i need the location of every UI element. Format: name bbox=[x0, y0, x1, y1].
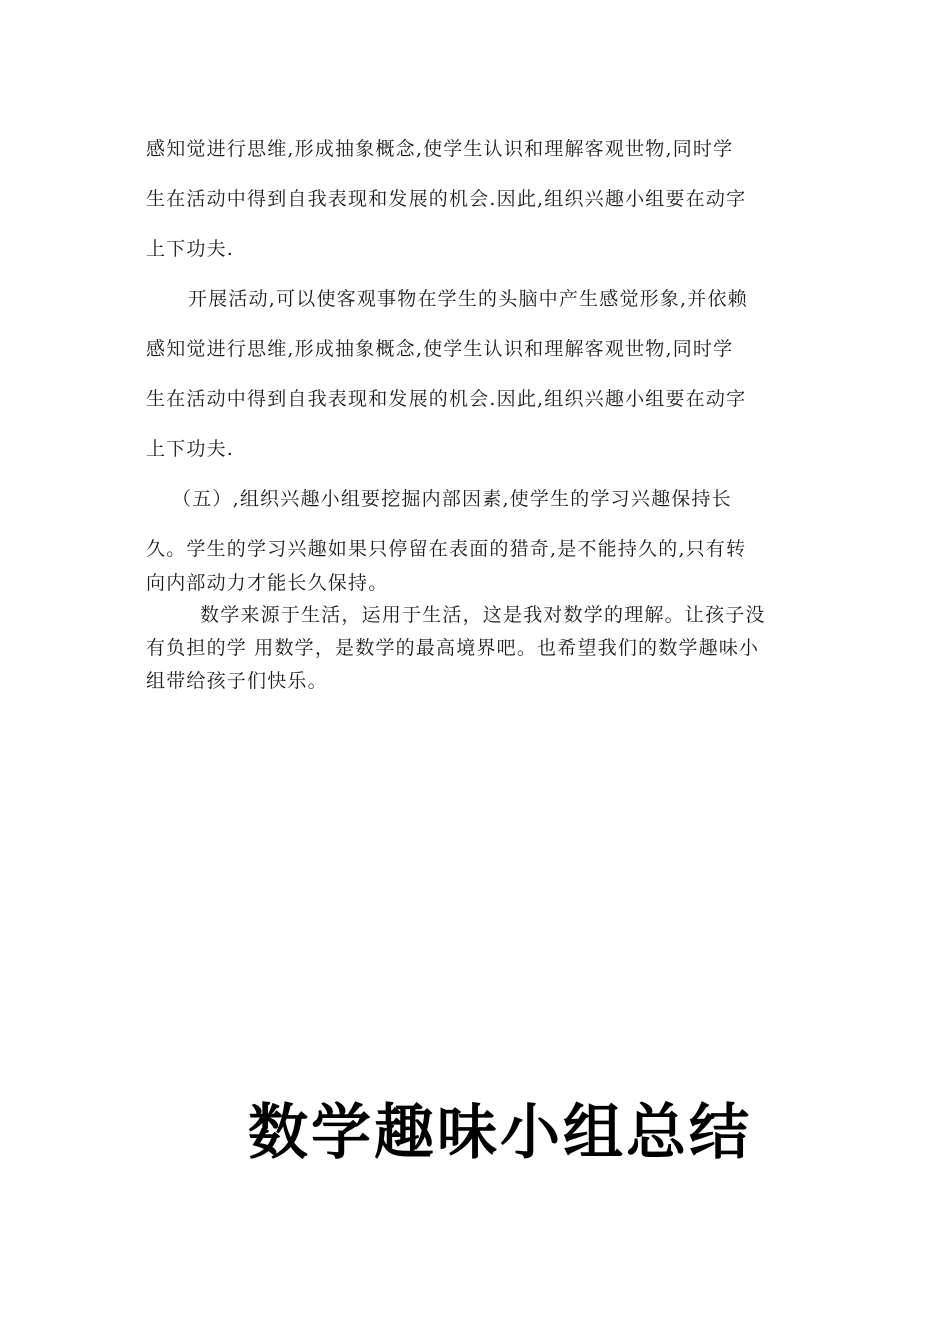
paragraph-line: 感知觉进行思维,形成抽象概念,使学生认识和理解客观世物,同时学 bbox=[146, 338, 734, 360]
paragraph-line: 上下功夫. bbox=[146, 238, 235, 260]
paragraph-line: 有负担的学 用数学，是数学的最高境界吧。也希望我们的数学趣味小 bbox=[146, 637, 760, 659]
paragraph-line: 生在活动中得到自我表现和发展的机会.因此,组织兴趣小组要在动字 bbox=[146, 388, 747, 410]
paragraph-line: （五）,组织兴趣小组要挖掘内部因素,使学生的学习兴趣保持长 bbox=[172, 488, 732, 510]
paragraph-line: 久。学生的学习兴趣如果只停留在表面的猎奇,是不能持久的,只有转 bbox=[146, 538, 747, 560]
paragraph-line: 开展活动,可以使客观事物在学生的头脑中产生感觉形象,并依赖 bbox=[188, 288, 748, 310]
paragraph-line: 感知觉进行思维,形成抽象概念,使学生认识和理解客观世物,同时学 bbox=[146, 138, 734, 160]
paragraph-line: 上下功夫. bbox=[146, 438, 235, 460]
paragraph-line: 生在活动中得到自我表现和发展的机会.因此,组织兴趣小组要在动字 bbox=[146, 188, 747, 210]
document-title: 数学趣味小组总结 bbox=[248, 1098, 752, 1168]
paragraph-line: 组带给孩子们快乐。 bbox=[146, 670, 328, 692]
paragraph-line: 向内部动力才能长久保持。 bbox=[146, 572, 389, 594]
paragraph-line: 数学来源于生活，运用于生活，这是我对数学的理解。让孩子没 bbox=[200, 604, 766, 626]
